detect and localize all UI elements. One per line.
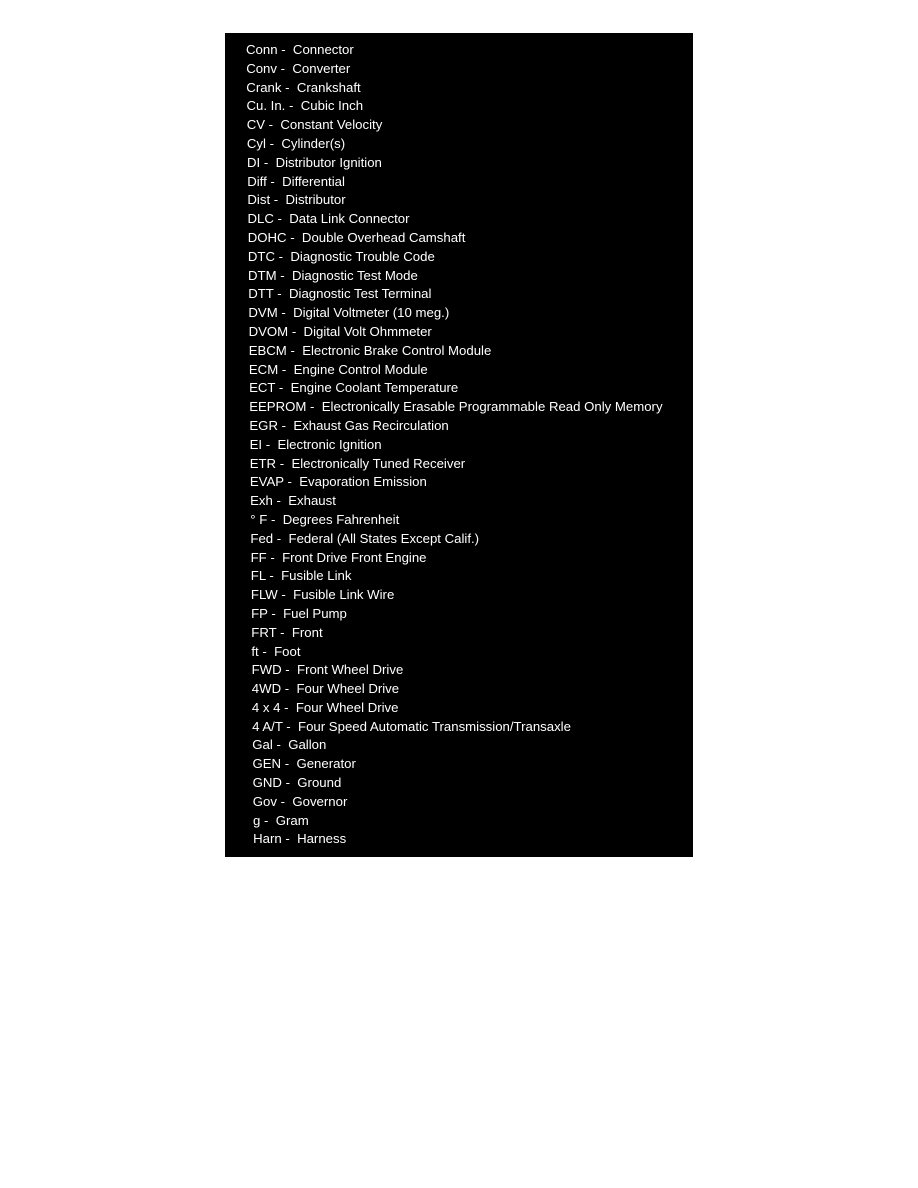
- abbreviation-meaning: Fuel Pump: [283, 605, 347, 621]
- abbreviation-entry: [225, 229, 693, 248]
- abbreviation-term: EEPROM -: [249, 399, 322, 414]
- abbreviation-meaning: Converter: [292, 60, 351, 76]
- abbreviation-entry: [225, 492, 693, 511]
- abbreviation-meaning: Double Overhead Camshaft: [301, 229, 466, 245]
- abbreviation-term: Gov -: [253, 794, 293, 809]
- abbreviation-entry: [225, 812, 693, 831]
- abbreviation-meaning: Electronically Tuned Receiver: [291, 455, 466, 471]
- abbreviation-entry: [225, 586, 693, 605]
- abbreviation-term: DTT -: [248, 286, 289, 301]
- abbreviation-meaning: Front Drive Front Engine: [282, 549, 427, 565]
- abbreviation-term: DOHC -: [248, 230, 302, 245]
- abbreviation-entry: [225, 41, 693, 60]
- abbreviation-meaning: Electronically Erasable Programmable Read Only Memory: [321, 399, 663, 415]
- abbreviation-meaning: Digital Volt Ohmmeter: [303, 323, 432, 339]
- abbreviation-entry: [225, 342, 693, 361]
- abbreviation-meaning: Data Link Connector: [289, 211, 410, 227]
- abbreviation-entry: [225, 191, 693, 210]
- abbreviation-entry: [225, 361, 693, 380]
- abbreviation-entry: [225, 549, 693, 568]
- abbreviation-term: Conv -: [246, 61, 292, 76]
- abbreviation-term: FF -: [251, 550, 283, 565]
- abbreviation-meaning: Digital Voltmeter (10 meg.): [293, 305, 450, 321]
- abbreviation-meaning: Connector: [292, 42, 354, 57]
- abbreviation-term: Cu. In. -: [247, 98, 301, 113]
- abbreviation-entry: [225, 60, 693, 79]
- abbreviation-entry: [225, 755, 693, 774]
- abbreviation-entry: [225, 210, 693, 229]
- abbreviation-term: ft -: [251, 644, 274, 659]
- abbreviation-entry: [225, 267, 693, 286]
- abbreviation-meaning: Electronic Ignition: [277, 436, 382, 452]
- abbreviation-meaning: Engine Control Module: [293, 361, 428, 377]
- abbreviation-entry: [225, 605, 693, 624]
- abbreviation-entry: [225, 285, 693, 304]
- abbreviation-term: EVAP -: [250, 474, 299, 489]
- abbreviation-entry: [225, 79, 693, 98]
- abbreviation-entry: [225, 455, 693, 474]
- abbreviation-entry: [225, 154, 693, 173]
- abbreviation-entry: [225, 567, 693, 586]
- abbreviations-list: [225, 41, 693, 849]
- abbreviation-term: ETR -: [250, 456, 292, 471]
- abbreviation-meaning: Harness: [297, 831, 347, 847]
- abbreviation-meaning: Fusible Link Wire: [293, 587, 395, 603]
- abbreviation-term: EI -: [250, 437, 278, 452]
- abbreviation-term: CV -: [247, 117, 281, 132]
- abbreviation-meaning: Generator: [296, 756, 356, 772]
- abbreviation-term: EGR -: [249, 418, 293, 433]
- abbreviation-meaning: Foot: [274, 643, 301, 659]
- abbreviation-term: GND -: [253, 775, 298, 790]
- abbreviation-entry: [225, 680, 693, 699]
- abbreviation-entry: [225, 417, 693, 436]
- abbreviation-term: GEN -: [253, 756, 297, 771]
- abbreviation-entry: [225, 736, 693, 755]
- abbreviation-entry: [225, 248, 693, 267]
- abbreviation-meaning: Diagnostic Test Mode: [291, 267, 418, 283]
- abbreviation-meaning: Exhaust Gas Recirculation: [293, 417, 449, 433]
- abbreviation-meaning: Cylinder(s): [281, 135, 346, 151]
- abbreviation-entry: [225, 398, 693, 417]
- abbreviation-meaning: Four Speed Automatic Transmission/Transaxle: [298, 718, 571, 734]
- abbreviation-meaning: Front Wheel Drive: [297, 662, 404, 678]
- abbreviation-term: DLC -: [248, 211, 290, 226]
- abbreviation-entry: [225, 116, 693, 135]
- abbreviation-term: ECM -: [249, 362, 294, 377]
- abbreviation-entry: [225, 718, 693, 737]
- abbreviation-term: Fed -: [250, 531, 288, 546]
- abbreviation-meaning: Diagnostic Trouble Code: [290, 248, 435, 264]
- abbreviation-meaning: Governor: [292, 793, 348, 809]
- abbreviation-entry: [225, 473, 693, 492]
- abbreviation-meaning: Degrees Fahrenheit: [282, 511, 400, 527]
- abbreviation-term: FLW -: [251, 587, 293, 602]
- abbreviation-meaning: Diagnostic Test Terminal: [288, 286, 432, 302]
- abbreviation-meaning: Four Wheel Drive: [296, 681, 400, 697]
- abbreviation-entry: [225, 530, 693, 549]
- abbreviation-meaning: Differential: [282, 173, 345, 189]
- abbreviation-entry: [225, 661, 693, 680]
- abbreviation-meaning: Constant Velocity: [280, 117, 383, 133]
- abbreviation-term: Crank -: [246, 80, 297, 95]
- abbreviation-term: FL -: [251, 568, 281, 583]
- abbreviation-meaning: Ground: [297, 775, 342, 791]
- abbreviation-term: DTM -: [248, 268, 292, 283]
- abbreviation-term: Conn -: [246, 42, 293, 57]
- abbreviation-term: 4WD -: [252, 681, 297, 696]
- abbreviation-term: Exh -: [250, 493, 288, 508]
- abbreviation-entry: [225, 135, 693, 154]
- abbreviation-entry: [225, 323, 693, 342]
- abbreviation-term: ° F -: [250, 512, 282, 527]
- abbreviation-entry: [225, 643, 693, 662]
- abbreviation-term: FRT -: [251, 625, 292, 640]
- abbreviation-meaning: Gallon: [288, 737, 327, 753]
- abbreviation-meaning: Four Wheel Drive: [295, 699, 399, 715]
- abbreviation-term: Diff -: [247, 174, 282, 189]
- abbreviation-meaning: Evaporation Emission: [299, 474, 427, 490]
- abbreviation-term: Dist -: [247, 192, 285, 207]
- abbreviation-term: 4 x 4 -: [252, 700, 296, 715]
- abbreviation-term: Harn -: [253, 831, 297, 846]
- abbreviation-meaning: Distributor Ignition: [275, 154, 382, 170]
- abbreviation-entry: [225, 624, 693, 643]
- abbreviation-term: FP -: [251, 606, 283, 621]
- abbreviation-entry: [225, 97, 693, 116]
- abbreviation-meaning: Gram: [275, 812, 309, 828]
- abbreviation-term: Gal -: [252, 737, 288, 752]
- abbreviation-term: DVOM -: [249, 324, 304, 339]
- abbreviation-term: EBCM -: [249, 343, 303, 358]
- abbreviations-panel: [225, 33, 693, 857]
- abbreviation-term: DI -: [247, 155, 276, 170]
- abbreviation-meaning: Federal (All States Except Calif.): [288, 530, 480, 546]
- abbreviation-entry: [225, 774, 693, 793]
- abbreviation-meaning: Crankshaft: [296, 79, 361, 95]
- abbreviation-term: DVM -: [248, 305, 293, 320]
- abbreviation-entry: [225, 511, 693, 530]
- abbreviation-entry: [225, 379, 693, 398]
- abbreviation-meaning: Front: [291, 624, 323, 640]
- abbreviation-meaning: Distributor: [285, 192, 346, 208]
- abbreviation-term: ECT -: [249, 380, 291, 395]
- abbreviation-term: DTC -: [248, 249, 291, 264]
- abbreviation-term: Cyl -: [247, 136, 281, 151]
- abbreviation-meaning: Exhaust: [288, 493, 336, 509]
- abbreviation-entry: [225, 830, 693, 849]
- abbreviation-meaning: Electronic Brake Control Module: [302, 342, 492, 358]
- abbreviation-meaning: Cubic Inch: [300, 98, 364, 114]
- abbreviation-term: g -: [253, 813, 276, 828]
- abbreviation-entry: [225, 699, 693, 718]
- abbreviation-entry: [225, 436, 693, 455]
- abbreviation-entry: [225, 793, 693, 812]
- abbreviation-term: 4 A/T -: [252, 719, 298, 734]
- abbreviation-meaning: Fusible Link: [281, 568, 352, 584]
- abbreviation-entry: [225, 304, 693, 323]
- abbreviation-entry: [225, 173, 693, 192]
- abbreviation-term: FWD -: [252, 662, 297, 677]
- abbreviation-meaning: Engine Coolant Temperature: [290, 380, 459, 396]
